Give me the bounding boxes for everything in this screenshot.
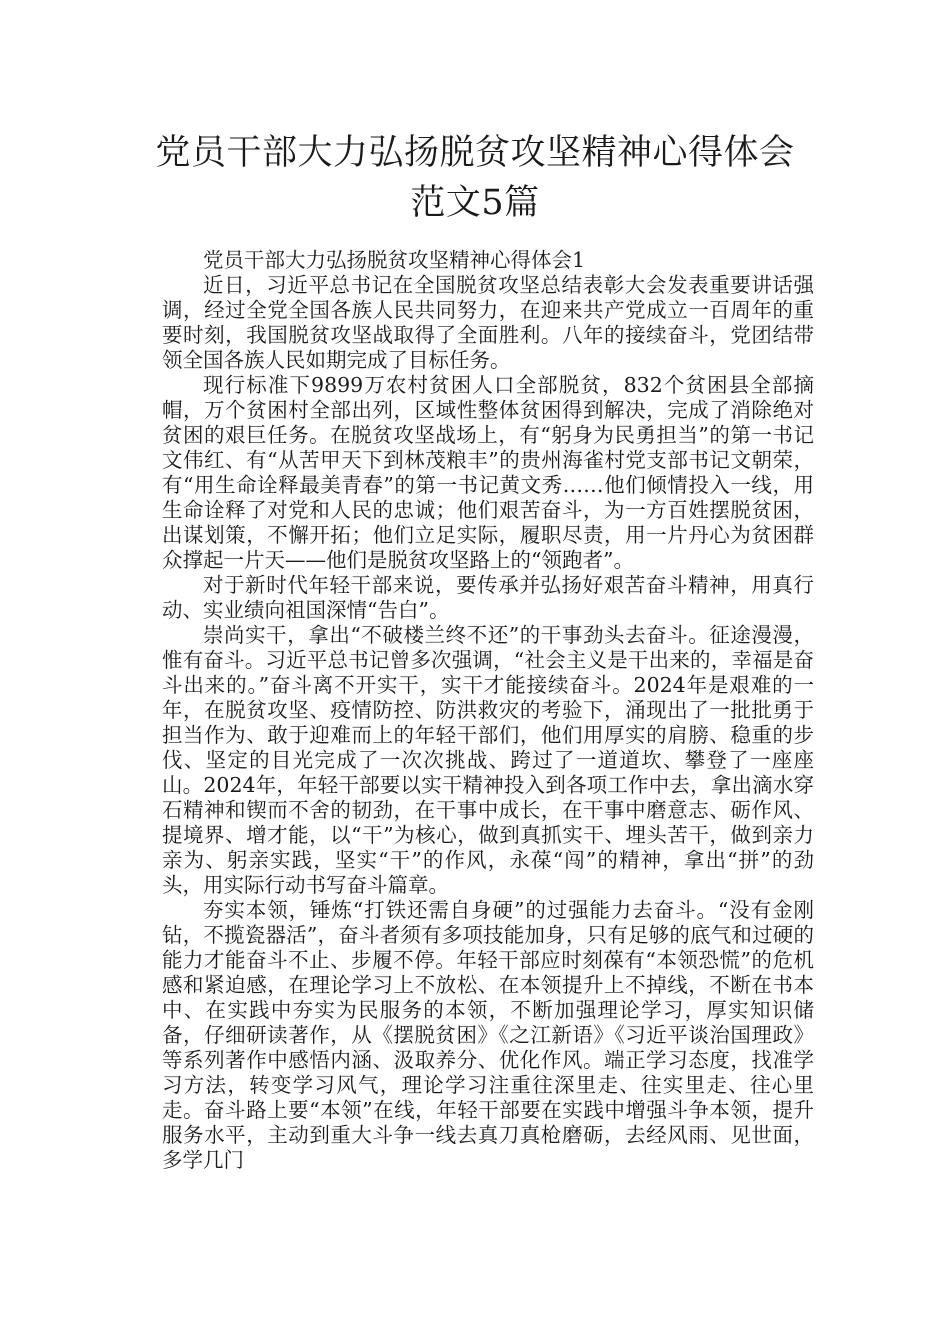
document-body bbox=[162, 248, 814, 1173]
paragraph: 夯实本领，锤炼“打铁还需自身硬”的过强能力去奋斗。“没有金刚钻，不揽瓷器活”，奋斗者须有多项技能加身，只有足够的底气和过硬的能力才能奋斗不止、步履不停。年轻干部应时刻葆有“本领恐慌”的危机感和紧迫感，在理论学习上不放松、在本领提升上不掉线，不断在书本中、在实践中夯实为民服务的本领，不断加强理论学习，厚实知识储备，仔细研读著作，从《摆脱贫困》《之江新语》《习近平谈治国理政》等系列著作中感悟内涵、汲取养分、优化作风。端正学习态度，找准学习方法，转变学习风气，理论学习注重往深里走、往实里走、往心里走。奋斗路上要“本领”在线，年轻干部要在实践中增强斗争本领，提升服务水平，主动到重大斗争一线去真刀真枪磨砺，去经风雨、见世面，多学几门 bbox=[162, 898, 814, 1172]
paragraph: 崇尚实干，拿出“不破楼兰终不还”的干事劲头去奋斗。征途漫漫，惟有奋斗。习近平总书记曾多次强调，“社会主义是干出来的，幸福是奋斗出来的。”奋斗离不开实干，实干才能接续奋斗。2024年是艰难的一年，在脱贫攻坚、疫情防控、防洪救灾的考验下，涌现出了一批批勇于担当作为、敢于迎难而上的年轻干部们，他们用厚实的肩膀、稳重的步伐、坚定的目光完成了一次次挑战、跨过了一道道坎、攀登了一座座山。2024年，年轻干部要以实干精神投入到各项工作中去，拿出滴水穿石精神和锲而不舍的韧劲，在干事中成长，在干事中磨意志、砺作风、提境界、增才能，以“干”为核心，做到真抓实干、埋头苦干，做到亲力亲为、躬亲实践，坚实“干”的作风，永葆“闯”的精神，拿出“拼”的劲头，用实际行动书写奋斗篇章。 bbox=[162, 623, 814, 897]
document-title bbox=[100, 128, 850, 228]
paragraph: 对于新时代年轻干部来说，要传承并弘扬好艰苦奋斗精神，用真行动、实业绩向祖国深情“告白”。 bbox=[162, 573, 814, 622]
title-line-2: 范文5篇 bbox=[410, 183, 540, 223]
section-heading: 党员干部大力弘扬脱贫攻坚精神心得体会1 bbox=[203, 248, 586, 272]
title-line-1: 党员干部大力弘扬脱贫攻坚精神心得体会 bbox=[155, 133, 795, 173]
paragraph: 现行标准下9899万农村贫困人口全部脱贫，832个贫困县全部摘帽，万个贫困村全部出列，区域性整体贫困得到解决，完成了消除绝对贫困的艰巨任务。在脱贫攻坚战场上，有“躬身为民勇担当”的第一书记文伟红、有“从苦甲天下到林茂粮丰”的贵州海雀村党支部书记文朝荣，有“用生命诠释最美青春”的第一书记黄文秀……他们倾情投入一线，用生命诠释了对党和人民的忠诚；他们艰苦奋斗，为一方百姓摆脱贫困，出谋划策，不懈开拓；他们立足实际，履职尽责，用一片丹心为贫困群众撑起一片天——他们是脱贫攻坚路上的“领跑者”。 bbox=[162, 373, 814, 572]
paragraph: 近日，习近平总书记在全国脱贫攻坚总结表彰大会发表重要讲话强调，经过全党全国各族人民共同努力，在迎来共产党成立一百周年的重要时刻，我国脱贫攻坚战取得了全面胜利。八年的接续奋斗，党团结带领全国各族人民如期完成了目标任务。 bbox=[162, 273, 814, 372]
